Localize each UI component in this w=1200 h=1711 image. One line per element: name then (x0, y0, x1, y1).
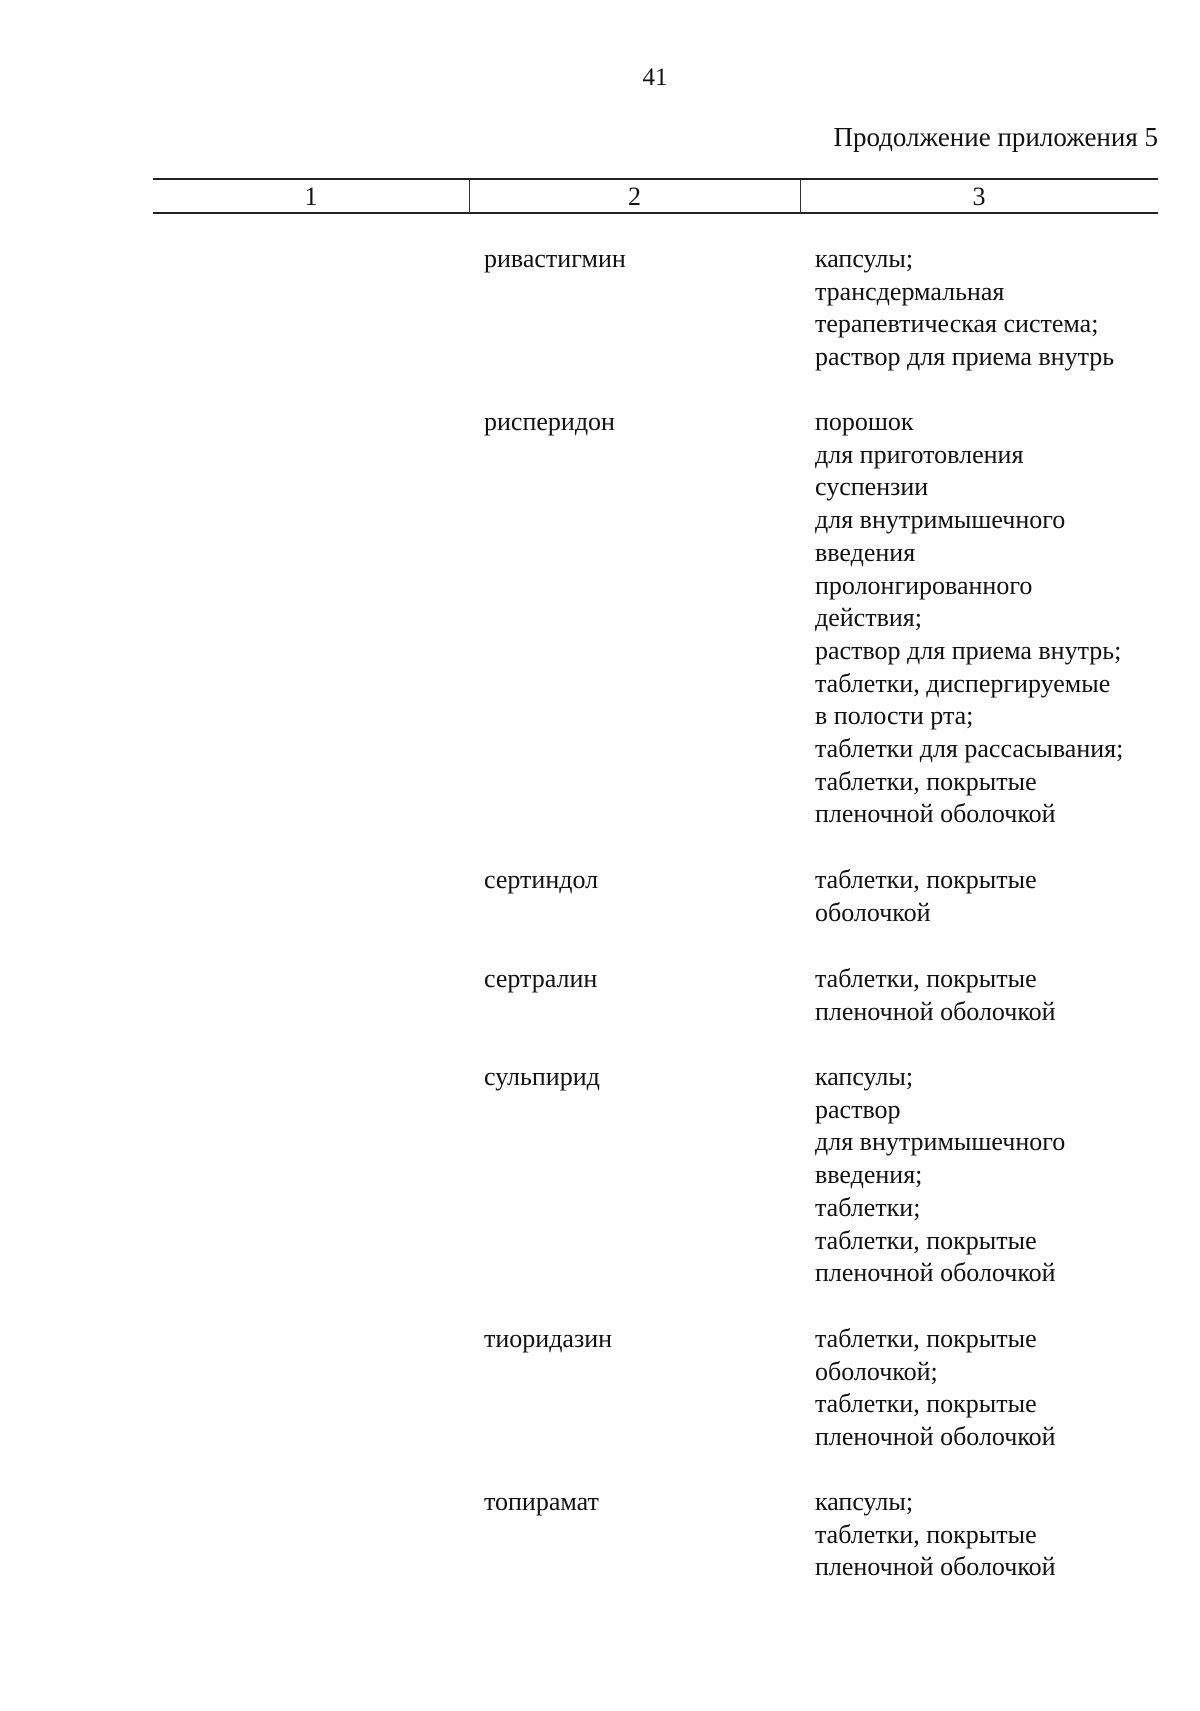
dosage-form-line: раствор (815, 1094, 901, 1124)
table-header-bottom-border (153, 212, 1158, 214)
drug-name: ривастигмин (484, 244, 626, 273)
drug-name: рисперидон (484, 407, 615, 436)
dosage-forms (815, 963, 1056, 1028)
drug-name: сертиндол (484, 865, 599, 894)
dosage-form-line: пленочной оболочкой (815, 1258, 1056, 1288)
dosage-form-line: суспензии (815, 472, 929, 502)
dosage-form-line: таблетки для рассасывания; (815, 734, 1124, 764)
dosage-form-line: порошок (815, 407, 914, 436)
dosage-form-line: трансдермальная (815, 276, 1005, 306)
header-col-1: 1 (304, 182, 318, 211)
dosage-form-line: пленочной оболочкой (815, 1552, 1056, 1582)
dosage-form-line: таблетки, диспергируемые (815, 668, 1111, 698)
dosage-form-line: таблетки, покрытые (815, 1225, 1037, 1255)
dosage-form-line: пленочной оболочкой (815, 799, 1056, 829)
dosage-form-line: таблетки, покрытые (815, 766, 1037, 796)
dosage-form-line: введения (815, 537, 916, 567)
dosage-form-line: оболочкой; (815, 1356, 938, 1386)
dosage-forms (815, 864, 1037, 929)
dosage-form-line: капсулы; (815, 1062, 914, 1091)
dosage-forms (815, 1486, 1056, 1584)
dosage-form-line: действия; (815, 603, 922, 633)
page-number: 41 (642, 64, 668, 91)
header-col-3: 3 (972, 182, 986, 211)
dosage-forms (815, 406, 1123, 831)
dosage-form-line: таблетки, покрытые (815, 865, 1037, 894)
dosage-form-line: пленочной оболочкой (815, 1422, 1056, 1452)
dosage-forms (815, 1323, 1056, 1454)
dosage-form-line: таблетки, покрытые (815, 964, 1037, 993)
dosage-form-line: в полости рта; (815, 701, 974, 731)
dosage-form-line: оболочкой (815, 897, 931, 927)
header-col-2: 2 (628, 182, 641, 211)
drug-name: сертралин (484, 964, 598, 993)
dosage-forms (815, 243, 1114, 374)
drug-name: топирамат (484, 1487, 599, 1516)
dosage-form-line: пленочной оболочкой (815, 996, 1056, 1026)
dosage-form-line: таблетки; (815, 1192, 921, 1222)
dosage-form-line: капсулы; (815, 1487, 914, 1516)
dosage-form-line: таблетки, покрытые (815, 1519, 1037, 1549)
dosage-form-line: для внутримышечного (815, 505, 1066, 535)
dosage-form-line: введения; (815, 1160, 923, 1190)
continuation-heading: Продолжение приложения 5 (833, 122, 1158, 152)
dosage-form-line: для внутримышечного (815, 1127, 1066, 1157)
dosage-form-line: терапевтическая система; (815, 309, 1099, 339)
dosage-form-line: таблетки, покрытые (815, 1389, 1037, 1419)
drug-name: тиоридазин (484, 1324, 613, 1353)
dosage-form-line: раствор для приема внутрь; (815, 635, 1122, 665)
dosage-form-line: пролонгированного (815, 570, 1033, 600)
dosage-form-line: таблетки, покрытые (815, 1324, 1037, 1353)
table-top-border (153, 178, 1158, 180)
drug-name: сульпирид (484, 1062, 600, 1091)
dosage-form-line: для приготовления (815, 439, 1024, 469)
dosage-forms (815, 1061, 1065, 1290)
dosage-form-line: капсулы; (815, 244, 914, 273)
dosage-form-line: раствор для приема внутрь (815, 342, 1115, 372)
